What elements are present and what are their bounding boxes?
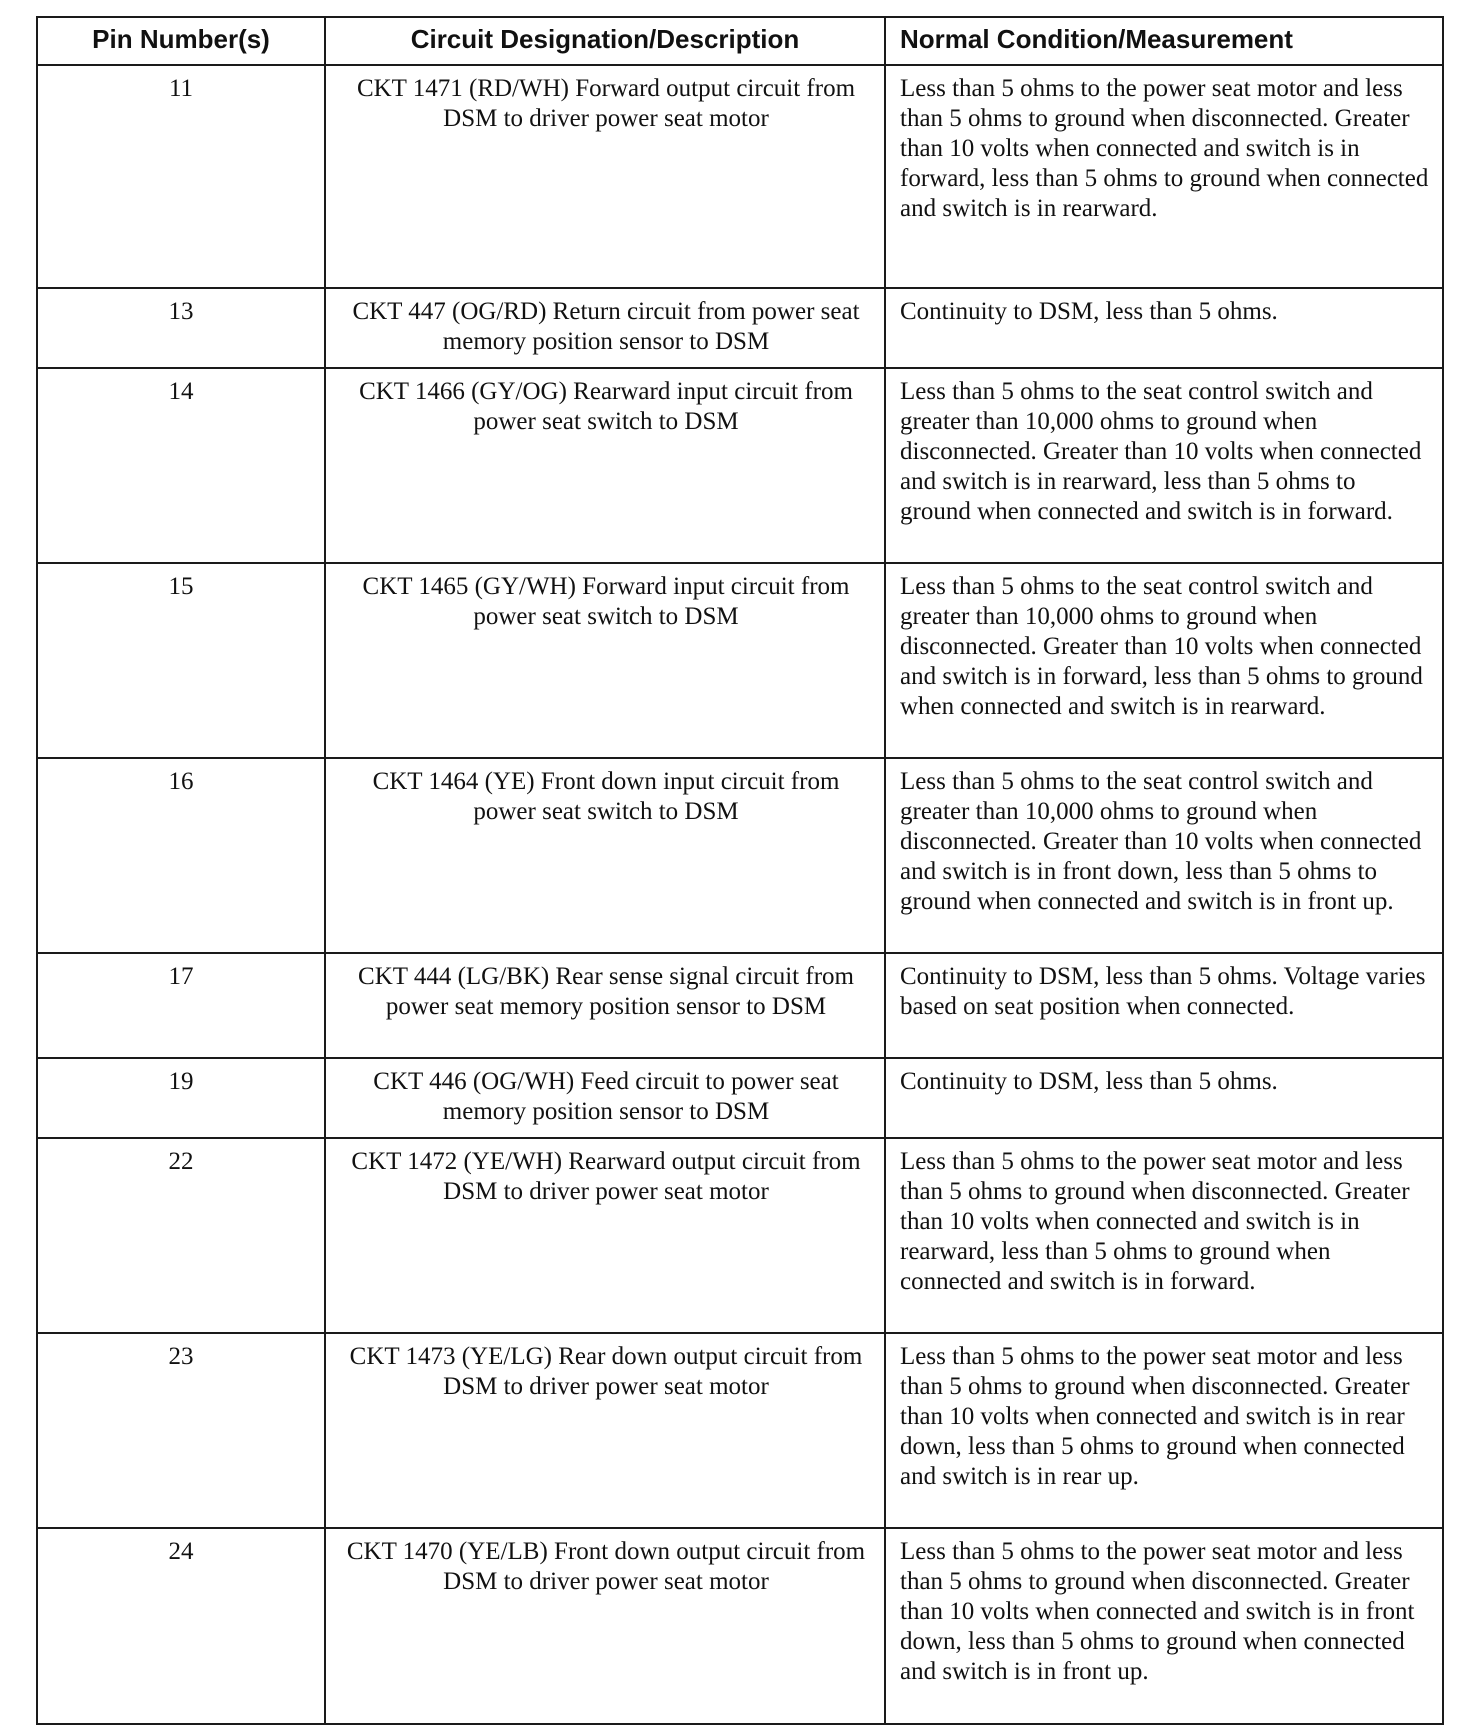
measurement-cell: Less than 5 ohms to the seat control switch and greater than 10,000 ohms to ground when disconnected. Greater than 10 volts when connected and switch is in front down, less than 5 ohms to ground when connected and switch is in front up. — [885, 758, 1443, 953]
table-header — [37, 17, 1443, 65]
header-row — [37, 17, 1443, 65]
measurement-cell: Less than 5 ohms to the power seat motor and less than 5 ohms to ground when disconnected. Greater than 10 volts when connected and switch is in front down, less than 5 ohms to ground when connected and switch is in front up. — [885, 1528, 1443, 1724]
measurement-cell: Less than 5 ohms to the seat control switch and greater than 10,000 ohms to ground when disconnected. Greater than 10 volts when connected and switch is in forward, less than 5 ohms to ground when connected and switch is in rearward. — [885, 563, 1443, 758]
measurement-cell: Less than 5 ohms to the power seat motor and less than 5 ohms to ground when disconnected. Greater than 10 volts when connected and switch is in forward, less than 5 ohms to ground when connected and switch is in rearward. — [885, 65, 1443, 288]
circuit-description-cell: CKT 1466 (GY/OG) Rearward input circuit from power seat switch to DSM — [325, 368, 885, 563]
table-row — [37, 1138, 1443, 1333]
pin-number-cell: 15 — [37, 563, 325, 758]
pin-number-cell: 13 — [37, 288, 325, 368]
table-row — [37, 1058, 1443, 1138]
header-pin-number: Pin Number(s) — [37, 17, 325, 65]
pin-number-cell: 23 — [37, 1333, 325, 1528]
pin-number-cell: 17 — [37, 953, 325, 1058]
measurement-cell: Continuity to DSM, less than 5 ohms. Voltage varies based on seat position when connected. — [885, 953, 1443, 1058]
circuit-description-cell: CKT 1471 (RD/WH) Forward output circuit from DSM to driver power seat motor — [325, 65, 885, 288]
circuit-description-cell: CKT 444 (LG/BK) Rear sense signal circuit from power seat memory position sensor to DSM — [325, 953, 885, 1058]
measurement-cell: Less than 5 ohms to the power seat motor and less than 5 ohms to ground when disconnected. Greater than 10 volts when connected and switch is in rearward, less than 5 ohms to ground when connected and switch is in forward. — [885, 1138, 1443, 1333]
document-page — [36, 16, 1442, 1725]
circuit-description-cell: CKT 446 (OG/WH) Feed circuit to power seat memory position sensor to DSM — [325, 1058, 885, 1138]
pin-number-cell: 22 — [37, 1138, 325, 1333]
table-row — [37, 1528, 1443, 1724]
pin-number-cell: 19 — [37, 1058, 325, 1138]
table-row — [37, 563, 1443, 758]
table-row — [37, 758, 1443, 953]
pin-number-cell: 24 — [37, 1528, 325, 1724]
header-normal-condition: Normal Condition/Measurement — [885, 17, 1443, 65]
table-row — [37, 368, 1443, 563]
pin-number-cell: 16 — [37, 758, 325, 953]
circuit-description-cell: CKT 1473 (YE/LG) Rear down output circuit from DSM to driver power seat motor — [325, 1333, 885, 1528]
pin-number-cell: 11 — [37, 65, 325, 288]
pin-number-cell: 14 — [37, 368, 325, 563]
header-circuit-description: Circuit Designation/Description — [325, 17, 885, 65]
measurement-cell: Continuity to DSM, less than 5 ohms. — [885, 1058, 1443, 1138]
measurement-cell: Less than 5 ohms to the power seat motor and less than 5 ohms to ground when disconnected. Greater than 10 volts when connected and switch is in rear down, less than 5 ohms to ground when connected and switch is in rear up. — [885, 1333, 1443, 1528]
circuit-description-cell: CKT 1470 (YE/LB) Front down output circuit from DSM to driver power seat motor — [325, 1528, 885, 1724]
table-row — [37, 953, 1443, 1058]
measurement-cell: Continuity to DSM, less than 5 ohms. — [885, 288, 1443, 368]
table-row — [37, 288, 1443, 368]
circuit-description-cell: CKT 447 (OG/RD) Return circuit from power seat memory position sensor to DSM — [325, 288, 885, 368]
table-body — [37, 65, 1443, 1724]
pin-circuit-table — [36, 16, 1444, 1725]
table-row — [37, 1333, 1443, 1528]
measurement-cell: Less than 5 ohms to the seat control switch and greater than 10,000 ohms to ground when disconnected. Greater than 10 volts when connected and switch is in rearward, less than 5 ohms to ground when connected and switch is in forward. — [885, 368, 1443, 563]
circuit-description-cell: CKT 1472 (YE/WH) Rearward output circuit from DSM to driver power seat motor — [325, 1138, 885, 1333]
circuit-description-cell: CKT 1464 (YE) Front down input circuit from power seat switch to DSM — [325, 758, 885, 953]
table-row — [37, 65, 1443, 288]
circuit-description-cell: CKT 1465 (GY/WH) Forward input circuit from power seat switch to DSM — [325, 563, 885, 758]
